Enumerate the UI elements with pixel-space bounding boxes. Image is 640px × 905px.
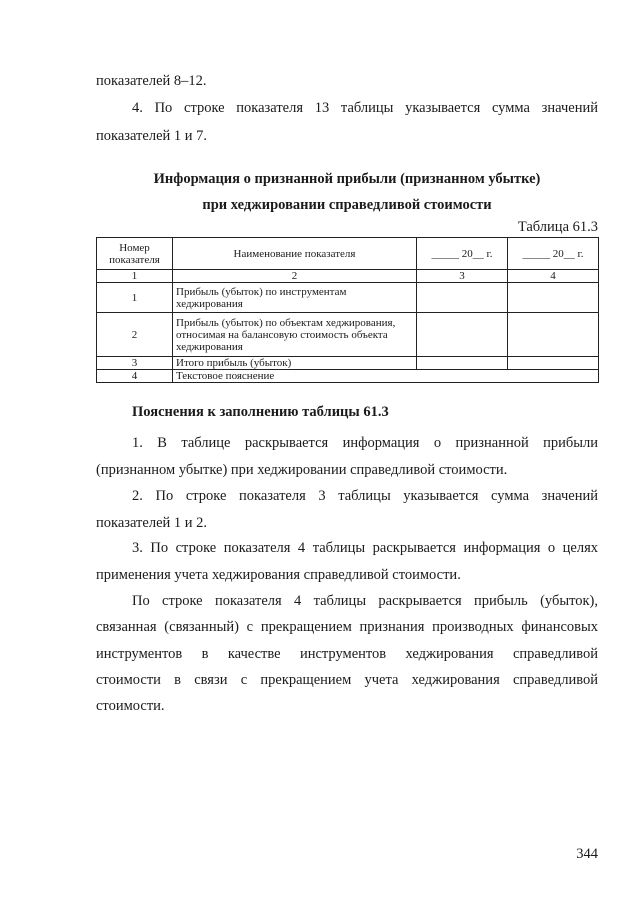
row-name-cell: Итого прибыль (убыток)	[173, 357, 417, 370]
row-name-cell: Прибыль (убыток) по объектам хеджирования, относимая на балансовую стоимость объекта хеджирования	[173, 313, 417, 357]
explanation-4-line-3: инструментов в качестве инструментов хеджирования справедливой	[96, 646, 598, 662]
header-cell: _____ 20__ г.	[508, 238, 599, 270]
table-row	[97, 370, 599, 383]
row-number-cell: 3	[97, 357, 173, 370]
explanation-4-line-2: связанная (связанный) с прекращением признания производных финансовых	[96, 619, 598, 635]
explanation-2-line-2: показателей 1 и 2.	[96, 515, 208, 531]
text-line: показателей 8–12.	[96, 73, 207, 89]
row-number-cell: 1	[97, 283, 173, 313]
table-row	[97, 313, 599, 357]
table-row	[97, 357, 599, 370]
explanation-4-line-1: По строке показателя 4 таблицы раскрывается прибыль (убыток),	[132, 593, 598, 609]
explanation-4-line-4: стоимости в связи с прекращением учета хеджирования справедливой	[96, 672, 598, 688]
value-cell	[508, 313, 599, 357]
table-title-line-2: при хеджировании справедливой стоимости	[202, 197, 492, 213]
explanation-4-line-5: стоимости.	[96, 698, 165, 714]
explanation-3-line-1: 3. По строке показателя 4 таблицы раскрывается информация о целях	[132, 540, 598, 556]
hedging-table	[96, 237, 599, 383]
value-cell	[417, 283, 508, 313]
page-number: 344	[576, 846, 598, 862]
row-number-cell: 2	[97, 313, 173, 357]
table-title-line-1: Информация о признанной прибыли (признанном убытке)	[153, 171, 541, 187]
header-cell: Наименование показателя	[173, 238, 417, 270]
row-number-cell: 4	[97, 370, 173, 383]
column-number-cell: 2	[173, 270, 417, 283]
explanation-2-line-1: 2. По строке показателя 3 таблицы указывается сумма значений	[132, 488, 598, 504]
value-cell	[417, 313, 508, 357]
table-header-row	[97, 238, 599, 270]
explanations-heading: Пояснения к заполнению таблицы 61.3	[132, 404, 389, 420]
row-name-cell: Прибыль (убыток) по инструментам хеджирования	[173, 283, 417, 313]
value-cell	[508, 357, 599, 370]
table-numbering-row	[97, 270, 599, 283]
header-cell: _____ 20__ г.	[417, 238, 508, 270]
row-name-cell: Текстовое пояснение	[173, 370, 599, 383]
column-number-cell: 1	[97, 270, 173, 283]
paragraph-4-line-1: 4. По строке показателя 13 таблицы указывается сумма значений	[132, 100, 598, 116]
table-row	[97, 283, 599, 313]
explanation-1-line-2: (признанном убытке) при хеджировании справедливой стоимости.	[96, 462, 508, 478]
value-cell	[417, 357, 508, 370]
column-number-cell: 4	[508, 270, 599, 283]
column-number-cell: 3	[417, 270, 508, 283]
explanation-3-line-2: применения учета хеджирования справедливой стоимости.	[96, 567, 461, 583]
header-cell: Номер показателя	[97, 238, 173, 270]
paragraph-4-line-2: показателей 1 и 7.	[96, 128, 208, 144]
explanation-1-line-1: 1. В таблице раскрывается информация о признанной прибыли	[132, 435, 598, 451]
table-label: Таблица 61.3	[517, 219, 598, 235]
value-cell	[508, 283, 599, 313]
